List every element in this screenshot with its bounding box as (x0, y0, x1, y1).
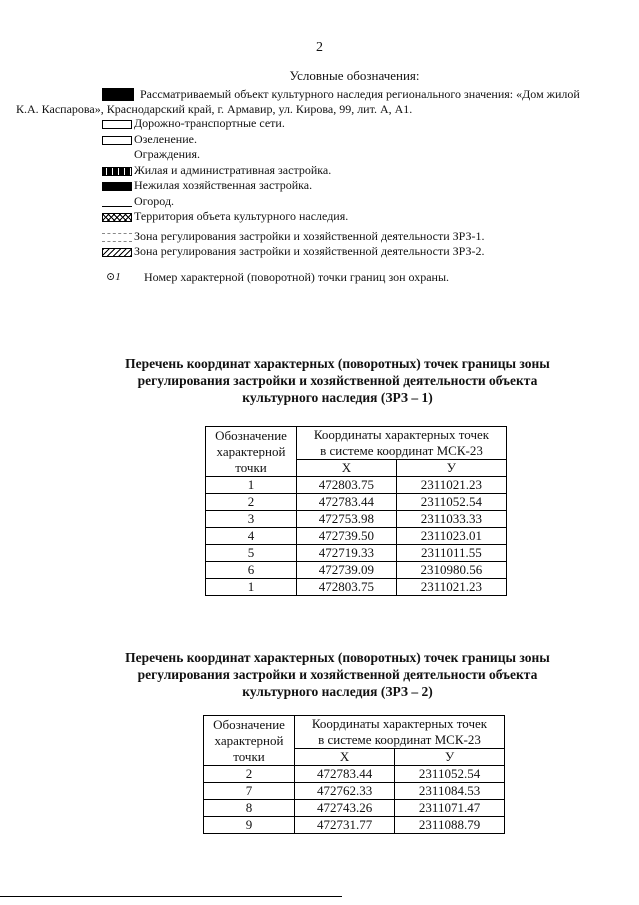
legend-item-heritage-territory (100, 209, 620, 225)
page-number: 2 (316, 40, 323, 55)
point-number-cell: 6 (206, 562, 297, 579)
nonresidential-building-symbol-icon (102, 182, 132, 191)
legend-item-text: Озеленение. (134, 131, 197, 146)
table2-title (0, 649, 639, 700)
y-coordinate-cell: 2311084.53 (395, 783, 505, 800)
table1-title-line: регулирования застройки и хозяйственной деятельности объекта (137, 373, 538, 388)
header-line: Координаты характерных точек (313, 427, 490, 442)
y-coordinate-cell: 2311033.33 (396, 511, 506, 528)
point-number-cell: 2 (204, 766, 295, 783)
x-coordinate-cell: 472731.77 (295, 817, 395, 834)
point-number-cell: 4 (206, 528, 297, 545)
fence-symbol-icon (102, 151, 132, 160)
coordinates-header (297, 427, 507, 460)
x-coordinate-cell: 472719.33 (297, 545, 397, 562)
x-coordinate-cell: 472783.44 (295, 766, 395, 783)
table2-body (204, 766, 505, 834)
point-number-icon: ⊙1 (106, 270, 121, 283)
legend-item-text: Огород. (134, 193, 175, 208)
table1-body (206, 477, 507, 596)
coordinates-header (295, 716, 505, 749)
point-number-cell: 8 (204, 800, 295, 817)
legend-item-roads (100, 116, 620, 132)
legend-item-text-continued: К.А. Каспарова», Краснодарский край, г. Армавир, ул. Кирова, 99, лит. А, А1. (16, 102, 413, 116)
table-row (206, 477, 507, 494)
y-coordinate-cell: 2311021.23 (396, 579, 506, 596)
y-coordinate-cell: 2311052.54 (395, 766, 505, 783)
y-coordinate-cell: 2311052.54 (396, 494, 506, 511)
legend-item-text: Рассматриваемый объект культурного наследия регионального значения: «Дом жилой (140, 87, 580, 101)
legend-item-residential (100, 163, 620, 179)
table1-title-line: Перечень координат характерных (поворотных) точек границы зоны (125, 356, 550, 371)
point-designation-header (206, 427, 297, 477)
legend-title: Условные обозначения: (289, 68, 420, 83)
table-row (206, 579, 507, 596)
table-row (204, 783, 505, 800)
point-number-cell: 1 (206, 477, 297, 494)
header-line: точки (233, 748, 265, 764)
table2-coordinates (203, 715, 505, 834)
table2-title-line: регулирования застройки и хозяйственной деятельности объекта (137, 667, 538, 682)
table1-title (0, 355, 639, 406)
x-header: X (295, 749, 395, 766)
legend-item-garden (100, 194, 620, 210)
x-coordinate-cell: 472753.98 (297, 511, 397, 528)
header-line: точки (235, 459, 267, 475)
greenery-symbol-icon (102, 136, 132, 145)
x-coordinate-cell: 472783.44 (297, 494, 397, 511)
table-row (206, 511, 507, 528)
table-row (204, 800, 505, 817)
heritage-object-symbol-icon (102, 88, 134, 101)
y-coordinate-cell: 2311011.55 (396, 545, 506, 562)
point-number-cell: 5 (206, 545, 297, 562)
y-header: У (396, 460, 506, 477)
header-line: характерной (216, 443, 286, 459)
table-row (206, 562, 507, 579)
header-line: характерной (214, 732, 284, 748)
header-line: Обозначение (213, 716, 285, 732)
legend-item-text: Номер характерной (поворотной) точки границ зон охраны. (144, 269, 450, 284)
table-row (204, 817, 505, 834)
x-coordinate-cell: 472803.75 (297, 477, 397, 494)
zrz2-zone-hatch-icon (102, 248, 132, 257)
x-coordinate-cell: 472762.33 (295, 783, 395, 800)
legend-item-zrz1 (100, 229, 620, 245)
residential-building-symbol-icon (102, 167, 132, 176)
legend-item-text: Дорожно-транспортные сети. (134, 116, 285, 130)
table-row (204, 766, 505, 783)
y-coordinate-cell: 2311023.01 (396, 528, 506, 545)
y-coordinate-cell: 2311088.79 (395, 817, 505, 834)
header-line: Обозначение (215, 427, 287, 443)
y-coordinate-cell: 2310980.56 (396, 562, 506, 579)
point-designation-header (204, 716, 295, 766)
x-coordinate-cell: 472739.50 (297, 528, 397, 545)
garden-symbol-icon (102, 195, 132, 207)
table1-coordinates (205, 426, 507, 596)
table2-title-line: Перечень координат характерных (поворотных) точек границы зоны (125, 650, 550, 665)
x-coordinate-cell: 472739.09 (297, 562, 397, 579)
legend-item-zrz2 (100, 244, 620, 260)
legend-item-text: Зона регулирования застройки и хозяйственной деятельности ЗРЗ-2. (134, 244, 485, 258)
legend-item-text: Зона регулирования застройки и хозяйственной деятельности ЗРЗ-1. (134, 228, 485, 243)
legend-item-fences (100, 147, 620, 163)
legend (16, 86, 620, 285)
header-line: в системе координат МСК-23 (320, 443, 483, 458)
legend-item-point-number (100, 270, 620, 286)
road-network-symbol-icon (102, 120, 132, 129)
legend-item-text: Жилая и административная застройка. (134, 162, 332, 177)
header-line: Координаты характерных точек (311, 716, 488, 731)
footer-divider (0, 896, 342, 897)
y-header: У (395, 749, 505, 766)
legend-item-greenery (100, 132, 620, 148)
point-number-cell: 9 (204, 817, 295, 834)
legend-item-heritage-object (16, 86, 620, 116)
header-line: в системе координат МСК-23 (318, 732, 481, 747)
legend-item-text: Нежилая хозяйственная застройка. (134, 178, 313, 192)
table2-title-line: культурного наследия (ЗРЗ – 2) (242, 684, 433, 699)
table1-title-line: культурного наследия (ЗРЗ – 1) (242, 390, 433, 405)
heritage-territory-hatch-icon (102, 213, 132, 222)
zrz1-zone-symbol-icon (102, 233, 132, 242)
y-coordinate-cell: 2311071.47 (395, 800, 505, 817)
point-number-cell: 7 (204, 783, 295, 800)
table-row (206, 494, 507, 511)
point-number-cell: 2 (206, 494, 297, 511)
legend-item-text: Ограждения. (134, 147, 200, 161)
x-coordinate-cell: 472743.26 (295, 800, 395, 817)
legend-item-text: Территория объета культурного наследия. (134, 209, 349, 223)
table-row (206, 545, 507, 562)
y-coordinate-cell: 2311021.23 (396, 477, 506, 494)
x-header: X (297, 460, 397, 477)
legend-item-nonresidential (100, 178, 620, 194)
point-number-cell: 3 (206, 511, 297, 528)
point-number-cell: 1 (206, 579, 297, 596)
x-coordinate-cell: 472803.75 (297, 579, 397, 596)
table-row (206, 528, 507, 545)
